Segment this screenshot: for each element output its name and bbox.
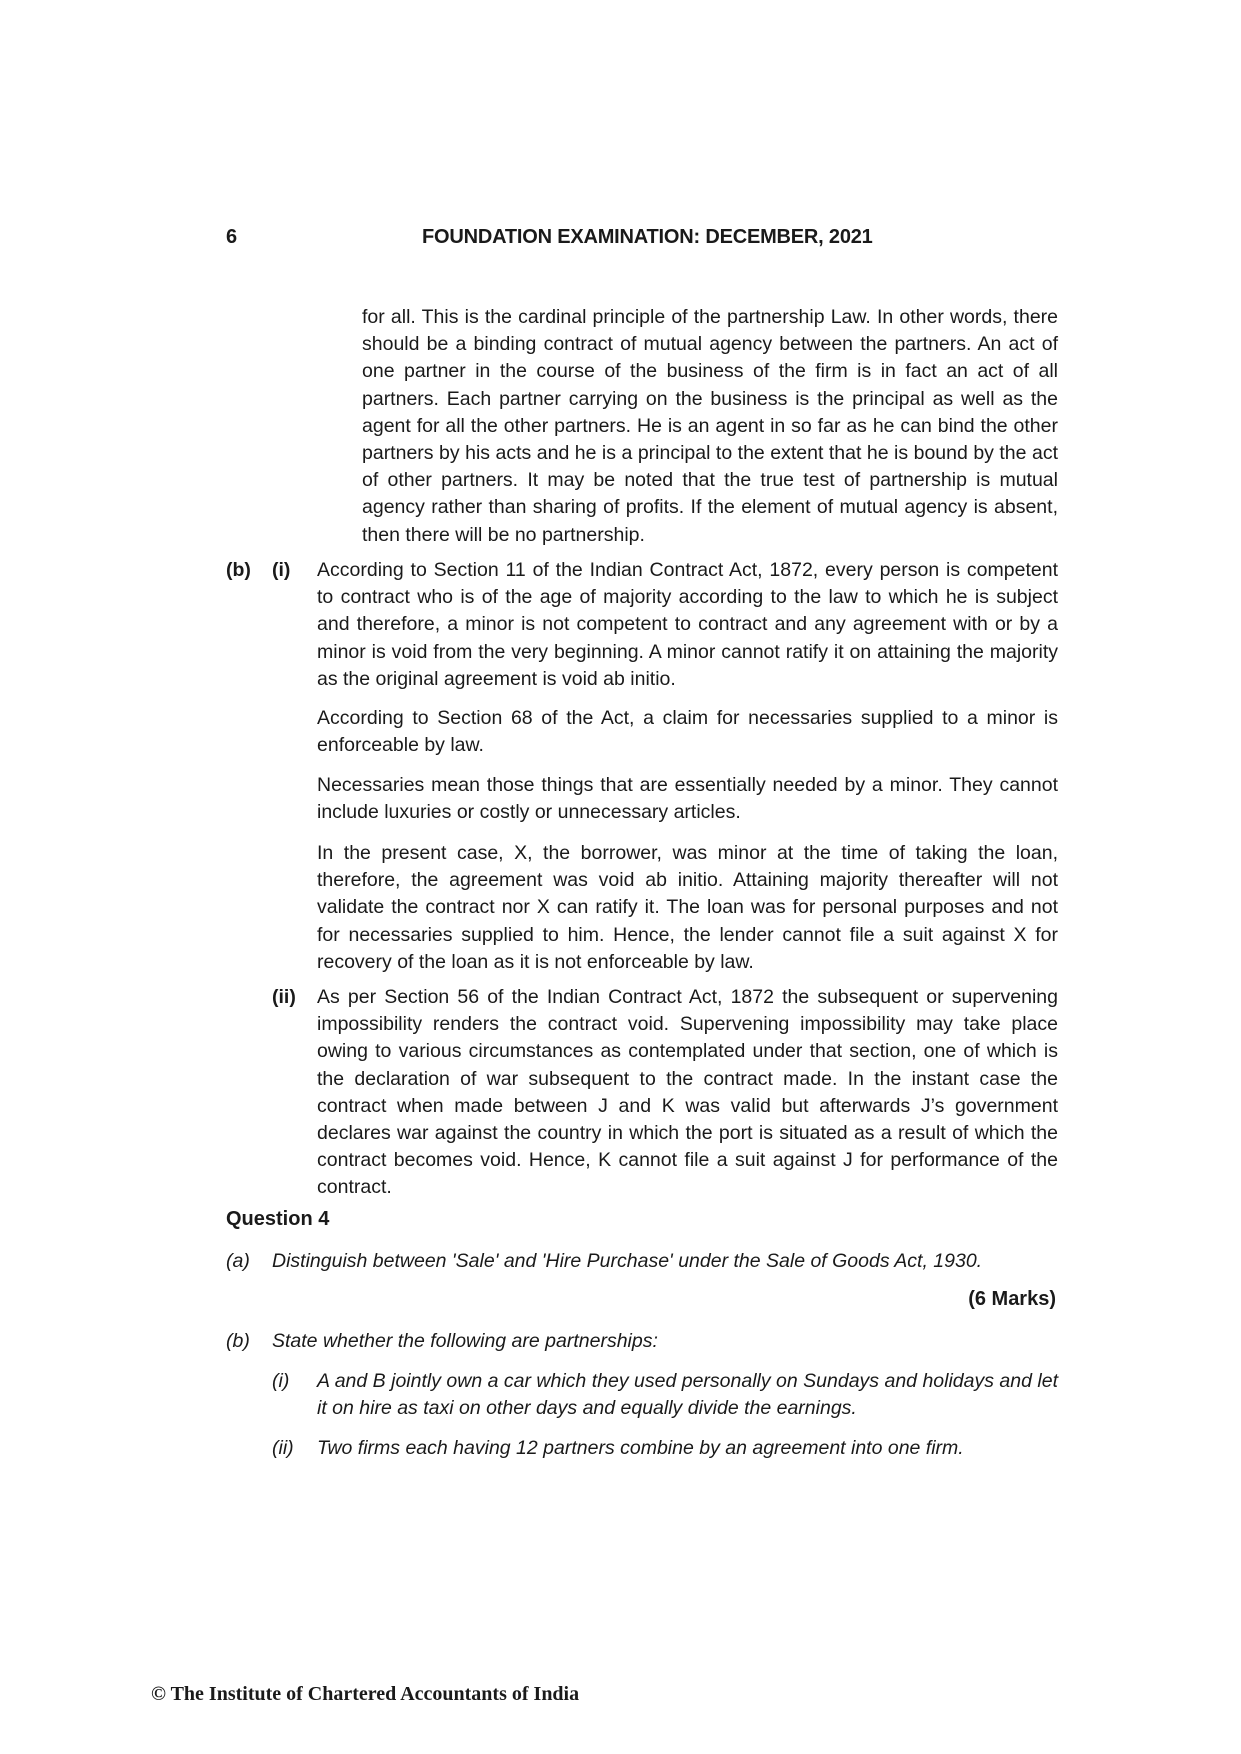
question-4-b-ii-label: (ii) bbox=[272, 1437, 294, 1459]
copyright-footer: © The Institute of Chartered Accountants of India bbox=[151, 1683, 580, 1705]
answer-b-i-paragraph-1: According to Section 11 of the Indian Contract Act, 1872, every person is competent to contract who is of the age of majority according to the law to which he is subject and therefore, a minor is not competent to contract and any agreement with or by a minor is void from the very beginning. A minor cannot ratify it on attaining the majority as the original agreement is void ab initio. bbox=[317, 559, 1058, 690]
answer-b-label: (b) bbox=[226, 559, 251, 581]
question-4-b-ii-text: Two firms each having 12 partners combine by an agreement into one firm. bbox=[317, 1437, 964, 1459]
answer-b-ii-label: (ii) bbox=[272, 986, 296, 1008]
page-header bbox=[226, 226, 1056, 256]
question-4-b-i-label: (i) bbox=[272, 1370, 290, 1392]
answer-b-i-paragraph-3: Necessaries mean those things that are essentially needed by a minor. They cannot include luxuries or costly or unnecessary articles. bbox=[317, 774, 1058, 824]
question-4-b-i-text: A and B jointly own a car which they used personally on Sundays and holidays and let it on hire as taxi on other days and equally divide the earnings. bbox=[317, 1370, 1058, 1420]
answer-b-i-paragraph-4: In the present case, X, the borrower, was minor at the time of taking the loan, therefore, the agreement was void ab initio. Attaining majority thereafter will not validate the contract nor X can ratify it. The loan was for personal purposes and not for necessaries supplied to him. Hence, the lender cannot file a suit against X for recovery of the loan as it is not enforceable by law. bbox=[317, 842, 1058, 973]
question-4-a-text: Distinguish between 'Sale' and 'Hire Purchase' under the Sale of Goods Act, 1930. bbox=[272, 1250, 983, 1272]
question-4-b-text: State whether the following are partnerships: bbox=[272, 1330, 658, 1352]
question-4-a-marks: (6 Marks) bbox=[968, 1288, 1056, 1310]
answer-b-i-label: (i) bbox=[272, 559, 291, 581]
question-4-b-label: (b) bbox=[226, 1330, 250, 1352]
question-4-heading: Question 4 bbox=[226, 1208, 330, 1230]
answer-b-i-paragraph-2: According to Section 68 of the Act, a claim for necessaries supplied to a minor is enforceable by law. bbox=[317, 707, 1058, 757]
question-4-a-label: (a) bbox=[226, 1250, 250, 1272]
page-number: 6 bbox=[226, 226, 238, 248]
answer-continuation-paragraph: for all. This is the cardinal principle of the partnership Law. In other words, there should be a binding contract of mutual agency between the partners. An act of one partner in the course of the business of the firm is in fact an act of all partners. Each partner carrying on the business is the principal as well as the agent for all the other partners. He is an agent in so far as he can bind the other partners by his acts and he is a principal to the extent that he is bound by the act of other partners. It may be noted that the true test of partnership is mutual agency rather than sharing of profits. If the element of mutual agency is absent, then there will be no partnership. bbox=[362, 306, 1058, 546]
answer-b-ii-paragraph: As per Section 56 of the Indian Contract Act, 1872 the subsequent or supervening impossibility renders the contract void. Supervening impossibility may take place owing to various circumstances as contemplated under that section, one of which is the declaration of war subsequent to the contract made. In the instant case the contract when made between J and K was valid but afterwards J’s government declares war against the country in which the port is situated as a result of which the contract becomes void. Hence, K cannot file a suit against J for performance of the contract. bbox=[317, 986, 1058, 1199]
exam-title: FOUNDATION EXAMINATION: DECEMBER, 2021 bbox=[422, 226, 873, 248]
